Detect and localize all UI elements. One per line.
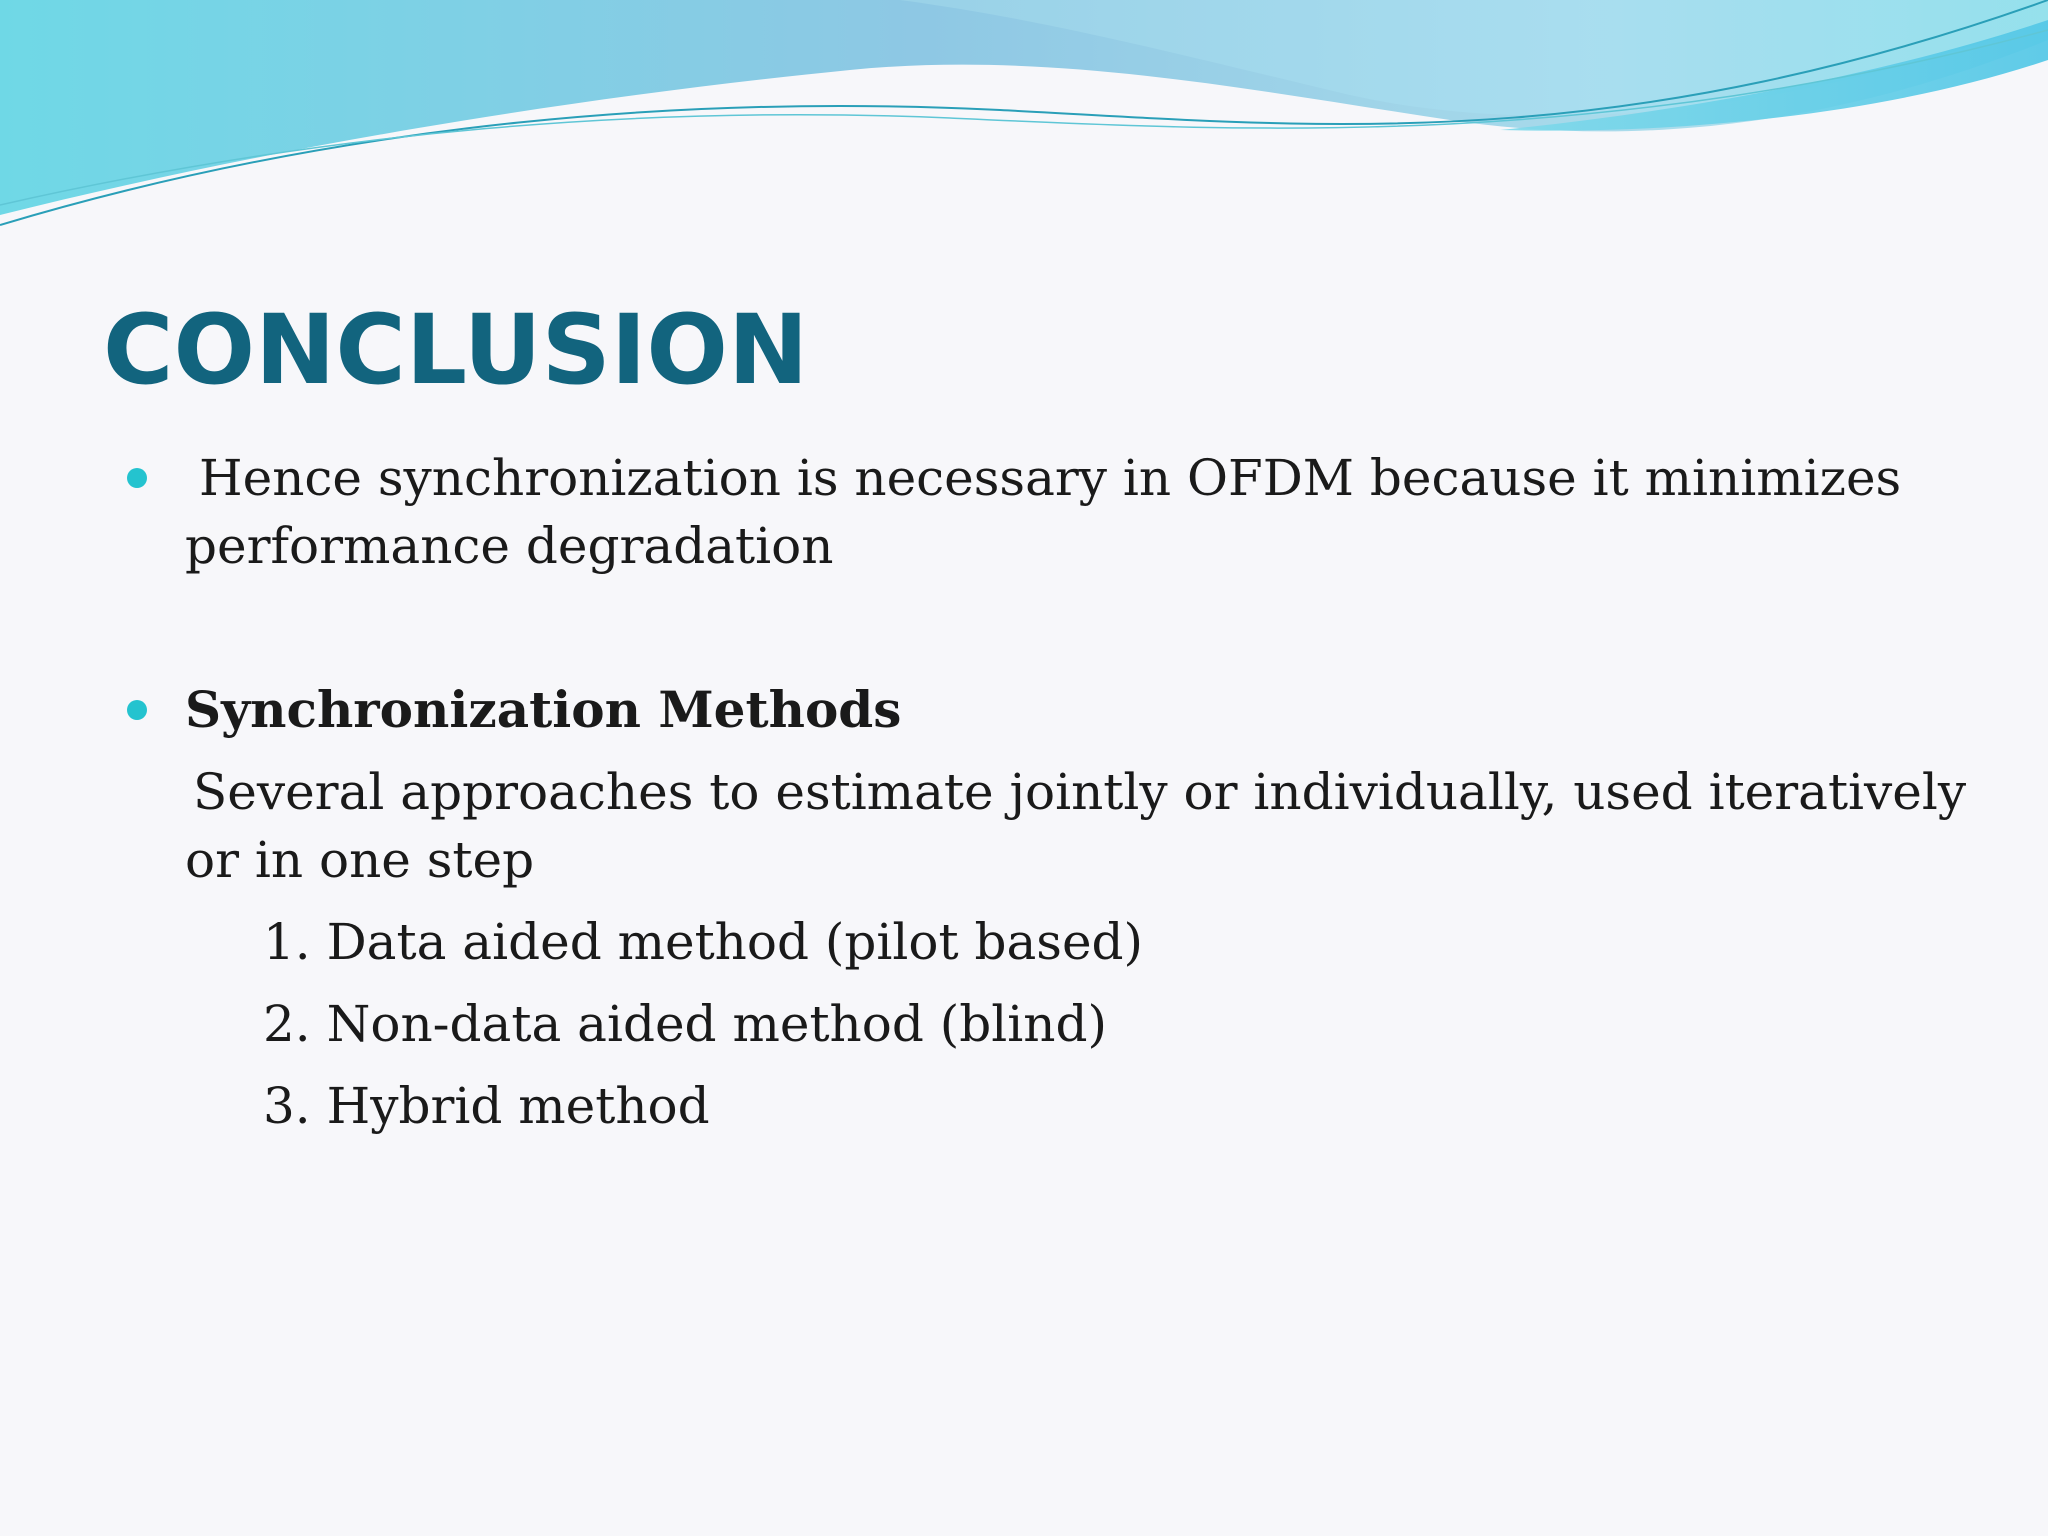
bullet-point-icon	[127, 700, 147, 720]
method-item-3: 3. Hybrid method	[263, 1077, 710, 1135]
header-wave-decoration	[0, 0, 2048, 240]
method-item-1: 1. Data aided method (pilot based)	[263, 913, 1144, 971]
bullet2-desc-line2: or in one step	[185, 831, 535, 889]
bullet-point-icon	[127, 468, 147, 488]
bullet2-desc-line1: Several approaches to estimate jointly or individually, used iteratively	[193, 763, 1967, 821]
bullet1-line1: Hence synchronization is necessary in OFDM because it minimizes	[199, 449, 1902, 507]
method-item-2: 2. Non-data aided method (blind)	[263, 995, 1107, 1053]
bullet2-heading: Synchronization Methods	[185, 680, 902, 739]
slide-title: CONCLUSION	[103, 294, 809, 406]
bullet1-line2: performance degradation	[185, 517, 834, 575]
